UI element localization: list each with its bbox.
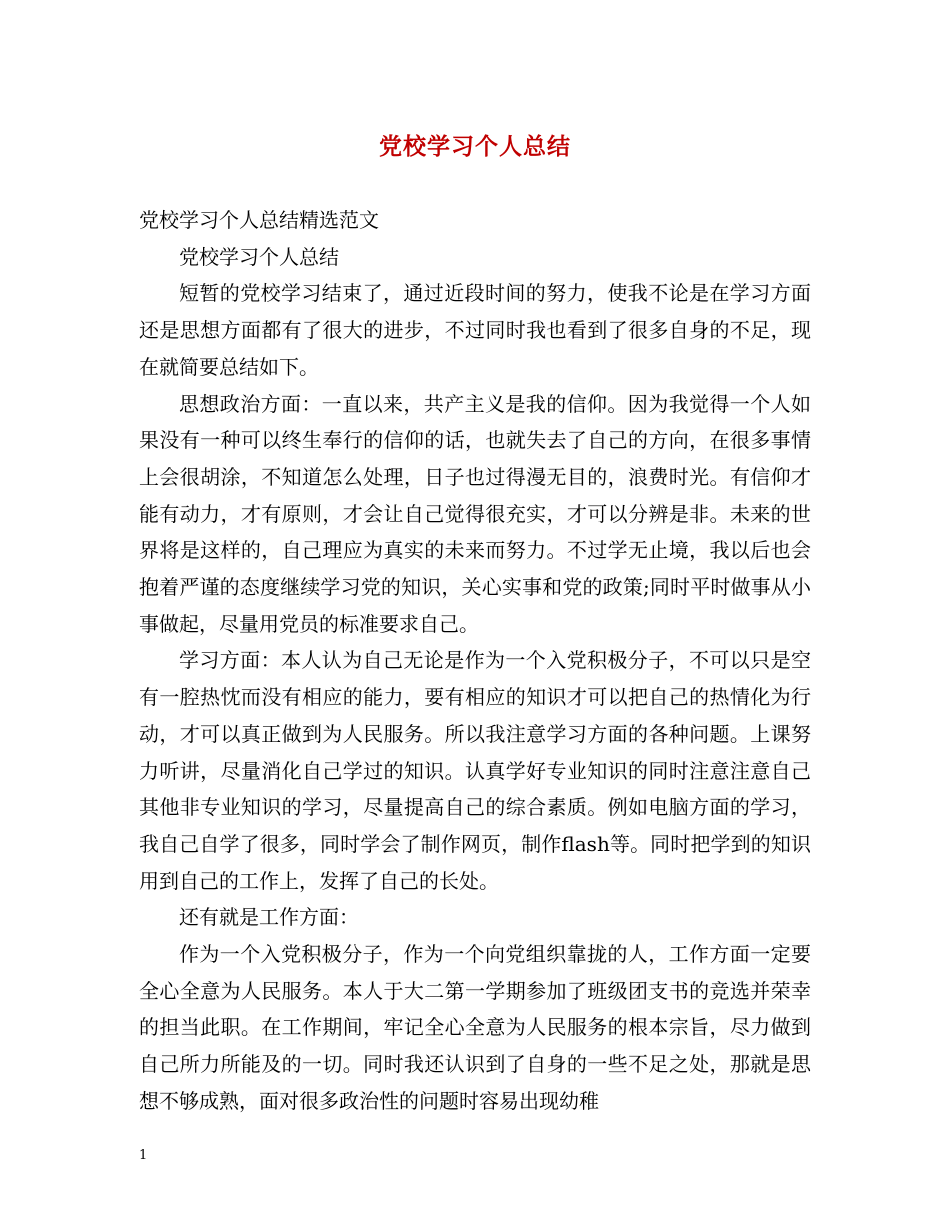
paragraph: 还有就是工作方面： xyxy=(179,905,359,930)
document-title: 党校学习个人总结 xyxy=(379,133,571,160)
paragraph: 党校学习个人总结 xyxy=(179,244,339,269)
document-body xyxy=(139,202,811,1120)
paragraph: 思想政治方面：一直以来，共产主义是我的信仰。因为我觉得一个人如果没有一种可以终生奉行的信仰的话，也就失去了自己的方向，在很多事情上会很胡涂，不知道怎么处理，日子也过得漫无目的，浪费时光。有信仰才能有动力，才有原则，才会让自己觉得很充实，才可以分辨是非。未来的世界将是这样的，自己理应为真实的未来而努力。不过学无止境，我以后也会抱着严谨的态度继续学习党的知识，关心实事和党的政策;同时平时做事从小事做起，尽量用党员的标准要求自己。 xyxy=(139,391,811,636)
page-number: 1 xyxy=(139,1148,148,1163)
paragraph: 短暂的党校学习结束了，通过近段时间的努力，使我不论是在学习方面还是思想方面都有了很大的进步，不过同时我也看到了很多自身的不足，现在就简要总结如下。 xyxy=(139,281,811,379)
document-subtitle: 党校学习个人总结精选范文 xyxy=(139,208,379,232)
paragraph: 作为一个入党积极分子，作为一个向党组织靠拢的人，工作方面一定要全心全意为人民服务。本人于大二第一学期参加了班级团支书的竞选并荣幸的担当此职。在工作期间，牢记全心全意为人民服务的根本宗旨，尽力做到自己所力所能及的一切。同时我还认识到了自身的一些不足之处，那就是思想不够成熟，面对很多政治性的问题时容易出现幼稚 xyxy=(139,942,811,1113)
paragraph: 学习方面：本人认为自己无论是作为一个入党积极分子，不可以只是空有一腔热忱而没有相应的能力，要有相应的知识才可以把自己的热情化为行动，才可以真正做到为人民服务。所以我注意学习方面的各种问题。上课努力听讲，尽量消化自己学过的知识。认真学好专业知识的同时注意注意自己其他非专业知识的学习，尽量提高自己的综合素质。例如电脑方面的学习，我自己自学了很多，同时学会了制作网页，制作flash等。同时把学到的知识用到自己的工作上，发挥了自己的长处。 xyxy=(139,648,811,893)
